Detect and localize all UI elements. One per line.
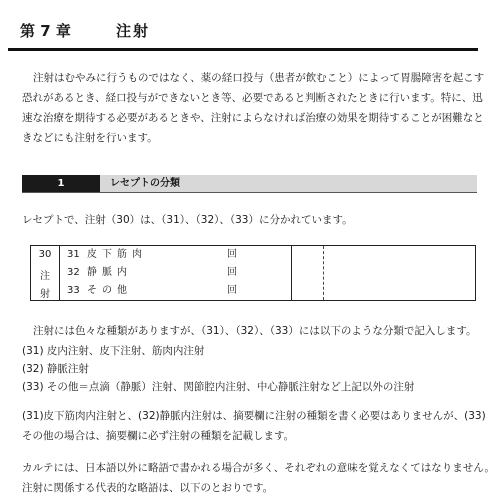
section-title: レセプトの分類: [110, 178, 180, 189]
table-row: [59, 282, 291, 300]
sub-category-list: [59, 246, 292, 300]
intro-paragraph: [22, 68, 484, 148]
row-code: 32: [67, 267, 80, 278]
table-row: [59, 264, 291, 282]
chapter-title: 注射: [116, 22, 151, 40]
note-line: (31)皮下筋肉内注射と、(32)静脈内注射は、摘要欄に注射の種類を書く必要はありませんが、(33): [22, 410, 486, 422]
type-item: (33) その他＝点滴（静脈）注射、関節腔内注射、中心静脈注射など上記以外の注射: [22, 381, 415, 393]
chapter-number: 第 7 章: [20, 22, 71, 40]
note-line: その他の場合は、摘要欄に必ず注射の種類を記載します。: [22, 430, 295, 442]
type-item: (32) 静脈注射: [22, 363, 89, 375]
row-unit: 回: [227, 285, 237, 296]
main-category-char: 射: [40, 289, 50, 300]
intro-line: 注射はむやみに行うものではなく、薬の経口投与（患者が飲むこと）によって胃腸障害を起こす: [33, 72, 485, 84]
row-name: 皮下筋肉: [87, 249, 147, 260]
receipt-description: レセプトで、注射（30）は、（31）、（32）、（33）に分かれています。: [22, 214, 353, 226]
row-code: 33: [67, 285, 80, 296]
row-unit: 回: [227, 267, 237, 278]
types-intro: 注射には色々な種類がありますが、（31）、（32）、（33）には以下のような分類で記入します。: [33, 325, 477, 337]
main-category-cell: [31, 246, 60, 300]
row-code: 31: [67, 249, 80, 260]
karte-line: 注射に関係する代表的な略語は、以下のとおりです。: [22, 482, 274, 494]
receipt-classification-table: [30, 245, 476, 301]
section-heading: [22, 175, 477, 193]
blank-cell: [324, 246, 475, 300]
row-name: その他: [87, 285, 132, 296]
intro-line: 恐れがあるとき、経口投与ができないとき等、必要であると判断されたときに行います。特に、迅: [22, 92, 483, 104]
karte-paragraph: [22, 458, 495, 498]
karte-line: カルテには、日本語以外に略語で書かれる場合が多く、それぞれの意味を覚えなくてはなりません。: [22, 462, 495, 474]
table-row: [59, 246, 291, 264]
main-category-char: 注: [40, 271, 50, 282]
intro-line: 速な治療を期待する必要があるときや、注射によらなければ治療の効果を期待することが困難なと: [22, 112, 484, 124]
intro-line: きなどにも注射を行います。: [22, 132, 158, 144]
main-category-code: 30: [38, 249, 52, 260]
row-name: 静脈内: [87, 267, 132, 278]
section-number: 1: [22, 175, 100, 192]
blank-cell: [291, 246, 324, 300]
note-paragraph: [22, 406, 484, 446]
type-item: (31) 皮内注射、皮下注射、筋肉内注射: [22, 345, 205, 357]
chapter-header: [8, 10, 478, 51]
row-unit: 回: [227, 249, 237, 260]
